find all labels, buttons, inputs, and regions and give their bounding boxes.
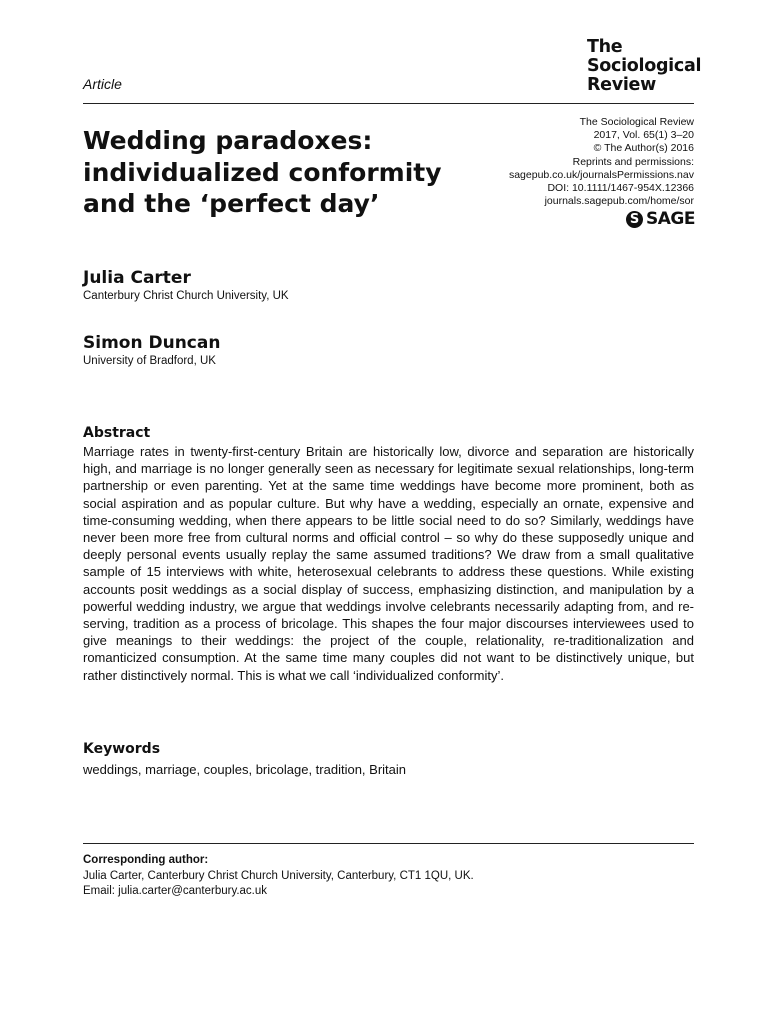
author-affiliation: Canterbury Christ Church University, UK — [83, 290, 289, 302]
title-line: and the ‘perfect day’ — [83, 189, 380, 218]
doi[interactable]: DOI: 10.1111/1467-954X.12366 — [547, 182, 694, 195]
corresponding-author — [83, 853, 694, 900]
permissions-link[interactable]: sagepub.co.uk/journalsPermissions.nav — [508, 168, 694, 181]
abstract-text: Marriage rates in twenty-first-century Britain are historically low, divorce and separation are historically high, and marriage is no longer generally seen as necessary for legitimate sexual relationships, long-term partnership or even parenting. Yet at the same time weddings have become more prominent, both as social aspiration and as popular culture. But why have a wedding, especially an ornate, expensive and time-consuming wedding, when there appears to be little social need to do so? Similarly, weddings have never been more free from cultural norms and official control – so why do these supposedly unique and deeply personal events usually replay the same assumed traditions? We draw from a small qualitative sample of 15 interviews with white, heterosexual celebrants to address these questions. While existing accounts posit weddings as a social display of success, emphasizing distinction, and manipulation by a powerful wedding industry, we argue that weddings involve celebrants necessarily adapting from, and re-serving, tradition as a process of bricolage. This shapes the four major discourses interviewees used to give meanings to their weddings: the project of the couple, relationality, re-traditionalization and romanticized consumption. At the same time many couples did not want to be distinctively unique, but rather distinctively normal. This is what we call ‘individualized conformity’. — [83, 444, 694, 683]
author-block — [83, 268, 289, 304]
corresponding-author-heading: Corresponding author: — [83, 854, 209, 866]
corresponding-author-address: Julia Carter, Canterbury Christ Church University, Canterbury, CT1 1QU, UK. — [83, 869, 474, 882]
sage-wordmark: SAGE — [646, 209, 695, 229]
sage-logo — [626, 209, 695, 229]
author-affiliation: University of Bradford, UK — [83, 355, 216, 367]
copyright: © The Author(s) 2016 — [593, 142, 694, 155]
journal-name: The Sociological Review — [579, 116, 694, 128]
title-line: individualized conformity — [83, 157, 442, 187]
journal-metadata — [454, 116, 694, 208]
header-divider — [83, 103, 694, 104]
reprints-label: Reprints and permissions: — [572, 155, 694, 168]
footer-divider — [83, 843, 694, 844]
keywords-list: weddings, marriage, couples, bricolage, tradition, Britain — [83, 762, 407, 777]
journal-logo-line: The — [587, 37, 623, 57]
author-block — [83, 333, 220, 369]
article-title — [83, 125, 443, 220]
article-type-label: Article — [83, 76, 122, 92]
volume-info: 2017, Vol. 65(1) 3–20 — [593, 129, 694, 142]
corresponding-author-email[interactable]: Email: julia.carter@canterbury.ac.uk — [83, 885, 268, 897]
journal-homepage-link[interactable]: journals.sagepub.com/home/sor — [544, 195, 694, 208]
sage-s-icon: S — [626, 211, 643, 228]
journal-logo-line: Sociological — [587, 56, 702, 76]
abstract-heading: Abstract — [83, 425, 151, 441]
author-name: Julia Carter — [83, 268, 191, 288]
keywords-heading: Keywords — [83, 741, 161, 757]
title-line: Wedding paradoxes: — [83, 126, 373, 155]
author-name: Simon Duncan — [83, 333, 221, 353]
journal-logo-line: Review — [587, 75, 656, 95]
journal-logo — [587, 37, 702, 95]
